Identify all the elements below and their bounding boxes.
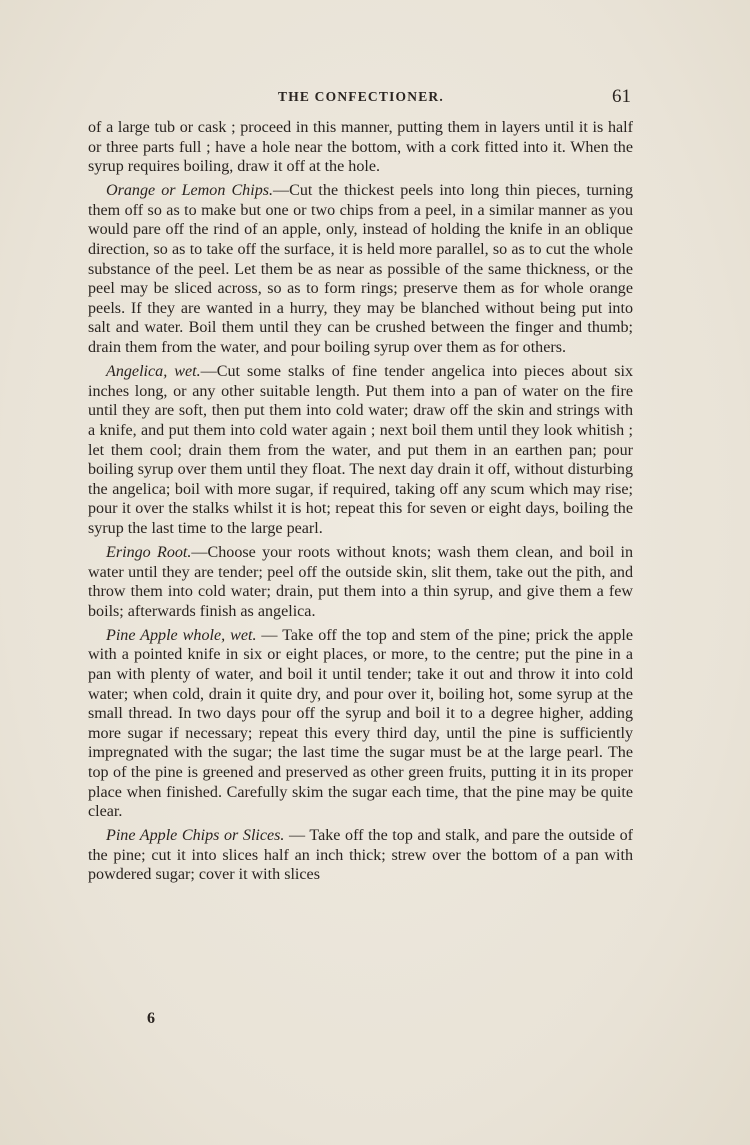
paragraph-continuation bbox=[88, 118, 633, 177]
recipe-heading: Eringo Root. bbox=[106, 543, 192, 561]
recipe-heading: Angelica, wet. bbox=[106, 363, 201, 381]
paragraph-text: of a large tub or cask ; proceed in this manner, putting them in layers until it is half or three parts full ; have a hole near the bottom, with a cork fitted into it. When the syrup requires boiling, draw it off at the hole. bbox=[88, 119, 633, 176]
paragraph-text: —Choose your roots without knots; wash them clean, and boil in water until they are tender; peel off the outside skin, slit them, take out the pith, and throw them into cold water; drain, put them into a thin syrup, and give them a few boils; afterwards finish as angelica. bbox=[88, 543, 633, 620]
paragraph-text: —Cut some stalks of fine tender angelica into pieces about six inches long, or any other suitable length. Put them into a pan of water on the fire until they are soft, then put them into cold water; draw off the skin and strings with a knife, and put them into cold water again ; next boil them until they look whitish ; let them cool; drain them from the water, and put them in an earthen pan; pour boiling syrup over them until they float. The next day drain it off, without disturbing the angelica; boil with more sugar, if required, taking off any scum which may rise; pour it over the stalks whilst it is hot; repeat this for seven or eight days, boiling the syrup the last time to the large pearl. bbox=[88, 363, 633, 537]
signature-mark: 6 bbox=[147, 1010, 155, 1027]
paragraph-pine-apple-chips bbox=[88, 826, 633, 885]
paragraph-text: —Cut the thickest peels into long thin pieces, turning them off so as to make but one or two chips from a peel, in a similar manner as you would pare off the rind of an apple, only, instead of holding the knife in an oblique direction, so as to take off the surface, it is held more parallel, so as to cut the whole substance of the peel. Let them be as near as possible of the same thickness, or the peel may be sliced across, so as to form rings; preserve them as for whole orange peels. If they are wanted in a hurry, they may be blanched without being put into salt and water. Boil them until they can be crushed between the finger and thumb; drain them from the water, and pour boiling syrup over them as for others. bbox=[88, 182, 633, 357]
running-title: THE CONFECTIONER. bbox=[278, 89, 444, 104]
page-number: 61 bbox=[612, 86, 631, 107]
paragraph-eringo-root bbox=[88, 543, 633, 621]
paragraph-pine-apple-whole bbox=[88, 626, 633, 822]
recipe-heading: Pine Apple whole, wet. bbox=[106, 626, 257, 644]
paragraph-text: — Take off the top and stalk, and pare the outside of the pine; cut it into slices half an inch thick; strew over the bottom of a pan with powdered sugar; cover it with slices bbox=[88, 827, 633, 884]
page-header bbox=[88, 86, 633, 110]
recipe-heading: Orange or Lemon Chips. bbox=[106, 182, 274, 200]
body-text bbox=[88, 118, 633, 890]
paragraph-text: — Take off the top and stem of the pine; prick the apple with a pointed knife in six or eight places, or more, to the centre; put the pine in a pan with plenty of water, and boil it until tender; take it out and throw it into cold water; when cold, drain it quite dry, and pour over it, boiling hot, some syrup at the small thread. In two days pour off the syrup and boil it to a degree higher, adding more sugar if necessary; repeat this every third day, until the pine is sufficiently impregnated with the sugar; the last time the sugar must be at the large pearl. The top of the pine is greened and preserved as other green fruits, putting it in its proper place when finished. Carefully skim the sugar each time, that the pine may be quite clear. bbox=[88, 626, 633, 821]
paragraph-angelica bbox=[88, 362, 633, 538]
paragraph-orange-lemon-chips bbox=[88, 181, 633, 357]
recipe-heading: Pine Apple Chips or Slices. bbox=[106, 827, 285, 845]
